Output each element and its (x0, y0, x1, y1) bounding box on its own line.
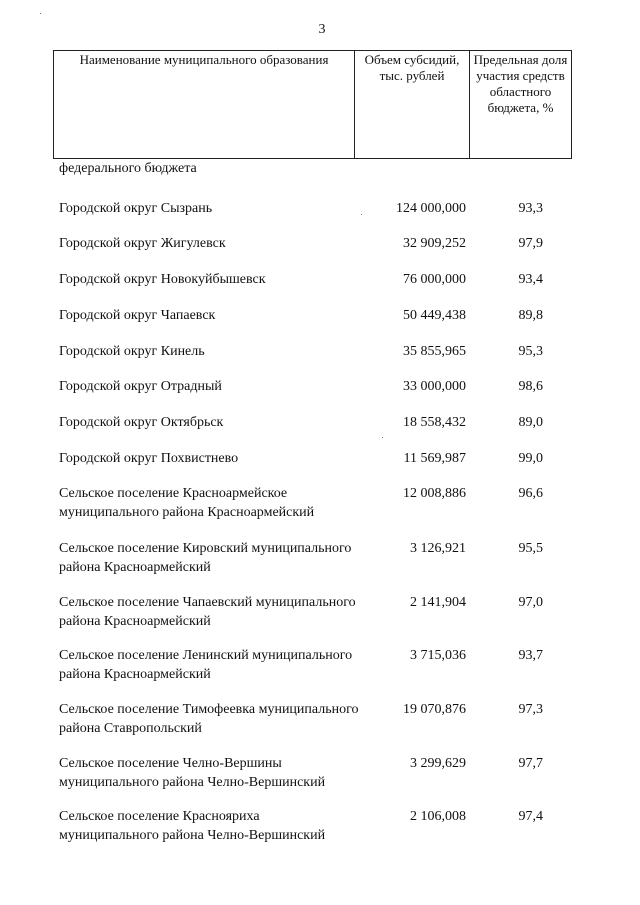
row-name: Сельское поселение Челно-Вершины муниципального района Челно-Вершинский (59, 756, 326, 790)
row-share: 99,0 (518, 451, 543, 466)
scan-speck (40, 13, 41, 14)
row-name: Сельское поселение Тимофеевка муниципального района Ставропольский (59, 702, 359, 736)
row-volume: 11 569,987 (403, 451, 466, 466)
row-share: 97,7 (518, 756, 543, 771)
row-volume: 12 008,886 (403, 486, 466, 501)
continuation-text: федерального бюджета (59, 161, 197, 176)
row-share: 95,5 (518, 541, 543, 556)
row-volume: 32 909,252 (403, 236, 466, 251)
row-name: Городской округ Октябрьск (59, 415, 224, 430)
row-name: Городской округ Похвистнево (59, 451, 239, 466)
row-name: Сельское поселение Краснояриха муниципального района Челно-Вершинский (59, 809, 326, 843)
row-share: 95,3 (518, 344, 543, 359)
row-name: Городской округ Новокуйбышевск (59, 272, 266, 287)
row-name: Сельское поселение Чапаевский муниципального района Красноармейский (59, 595, 356, 629)
row-volume: 2 106,008 (410, 809, 466, 824)
page-number: 3 (318, 22, 326, 37)
row-name: Городской округ Отрадный (59, 379, 222, 394)
row-name: Сельское поселение Красноармейское муниципального района Красноармейский (59, 486, 315, 520)
scan-speck (361, 214, 362, 215)
row-name: Городской округ Сызрань (59, 201, 213, 216)
row-volume: 35 855,965 (403, 344, 466, 359)
row-share: 96,6 (518, 486, 543, 501)
row-volume: 124 000,000 (396, 201, 466, 216)
row-share: 89,8 (518, 308, 543, 323)
row-volume: 76 000,000 (403, 272, 466, 287)
column-header-share: Предельная доля участия средств областного бюджета, % (473, 52, 568, 115)
row-name: Сельское поселение Кировский муниципального района Красноармейский (59, 541, 352, 575)
row-share: 97,3 (518, 702, 543, 717)
row-share: 98,6 (518, 379, 543, 394)
row-volume: 19 070,876 (403, 702, 466, 717)
row-volume: 33 000,000 (403, 379, 466, 394)
row-name: Городской округ Чапаевск (59, 308, 216, 323)
row-volume: 2 141,904 (410, 595, 466, 610)
row-name: Сельское поселение Ленинский муниципального района Красноармейский (59, 648, 353, 682)
row-share: 97,9 (518, 236, 543, 251)
row-name: Городской округ Жигулевск (59, 236, 226, 251)
row-volume: 3 299,629 (410, 756, 466, 771)
row-share: 93,7 (518, 648, 543, 663)
row-name: Городской округ Кинель (59, 344, 205, 359)
row-share: 97,4 (518, 809, 543, 824)
table-header (53, 50, 572, 159)
row-volume: 3 126,921 (410, 541, 466, 556)
row-volume: 50 449,438 (403, 308, 466, 323)
row-volume: 3 715,036 (410, 648, 466, 663)
row-share: 97,0 (518, 595, 543, 610)
row-volume: 18 558,432 (403, 415, 466, 430)
row-share: 93,3 (518, 201, 543, 216)
scan-speck (382, 437, 383, 438)
column-header-name: Наименование муниципального образования (54, 51, 355, 158)
column-header-volume: Объем субсидий, тыс. рублей (355, 51, 470, 158)
row-share: 89,0 (518, 415, 543, 430)
row-share: 93,4 (518, 272, 543, 287)
